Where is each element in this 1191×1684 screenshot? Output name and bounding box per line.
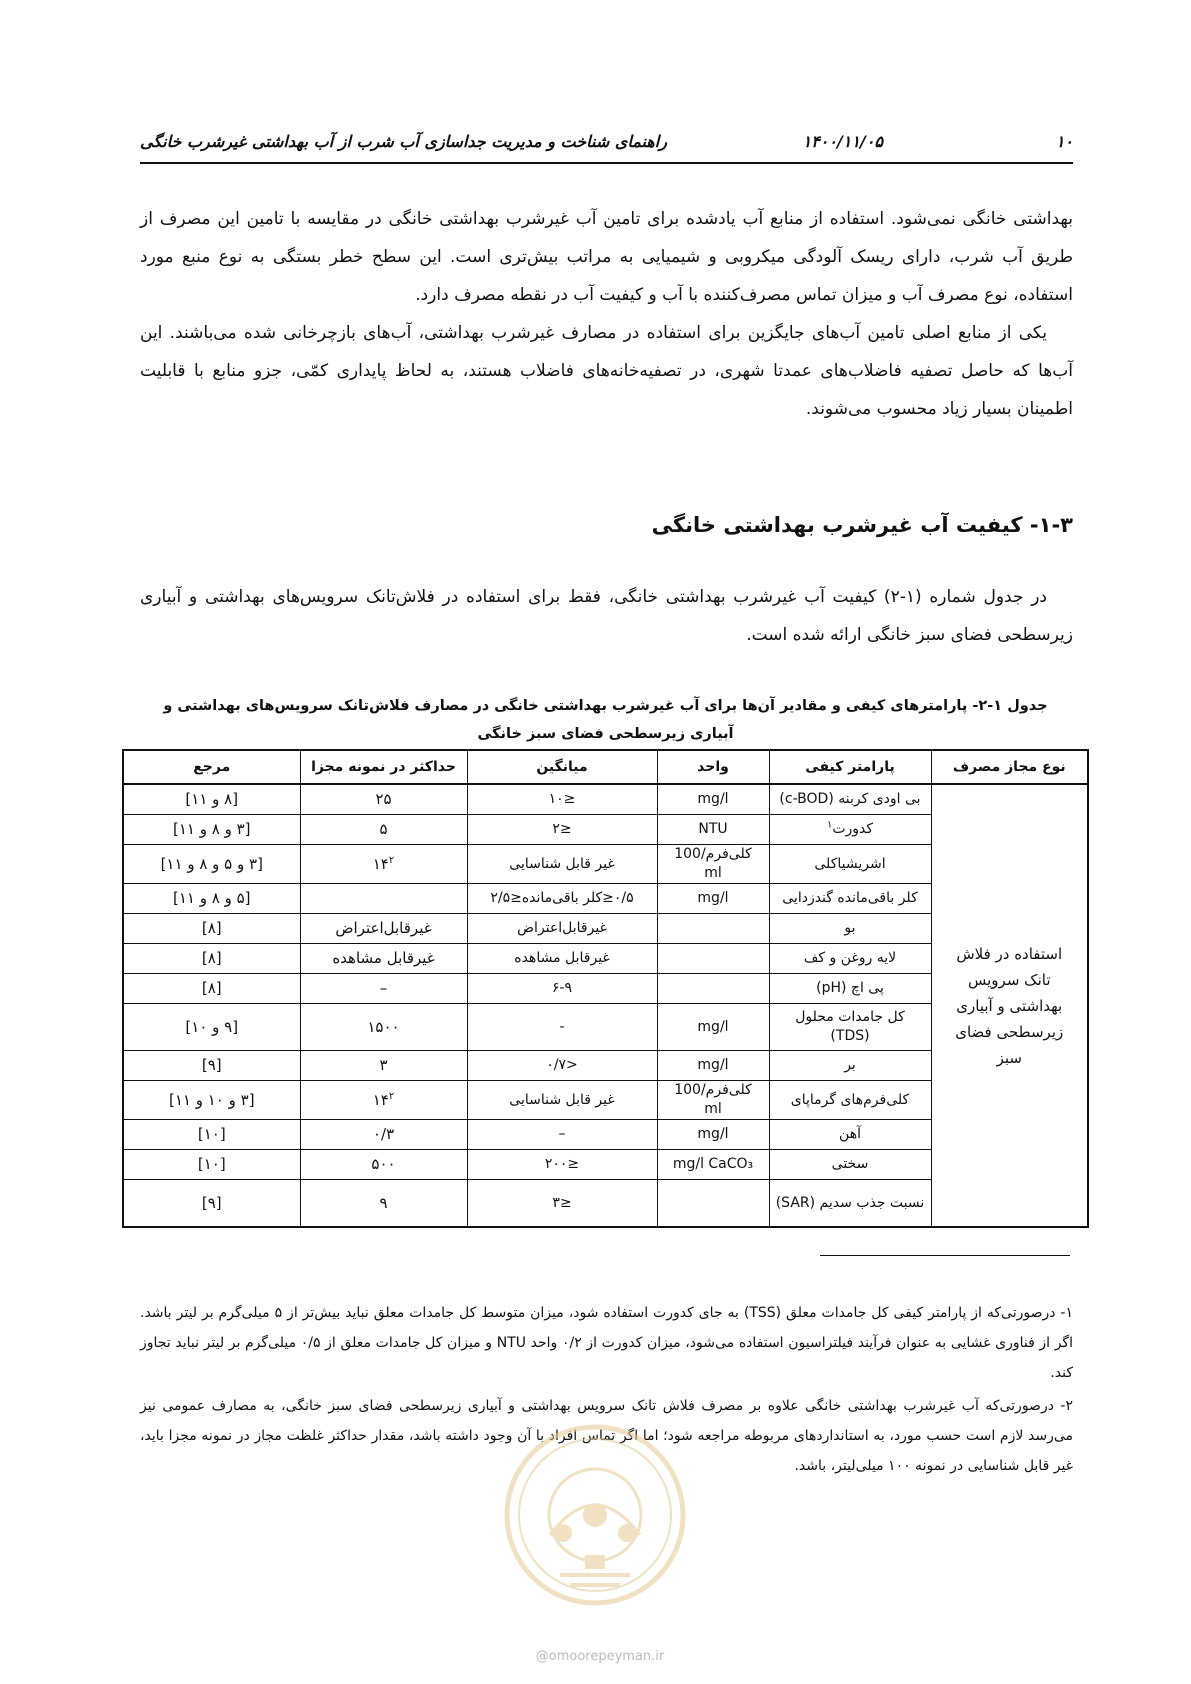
water-quality-table (122, 749, 1089, 1228)
unit-cell (657, 914, 769, 944)
max-cell: ۰/۳ (300, 1120, 467, 1150)
mean-cell: غیر قابل شناسایی (467, 1081, 657, 1120)
watermark-site: @omoorepeyman.ir (535, 1649, 665, 1664)
unit-cell: mg/l (657, 1004, 769, 1051)
ref-cell: [۳ و ۱۰ و ۱۱] (123, 1081, 300, 1120)
paragraph-1: بهداشتی خانگی نمی‌شود. استفاده از منابع آب یادشده برای تامین آب غیرشرب بهداشتی خانگی در مقایسه با تامین این مصرف از طریق آب شرب، دارای ریسک آلودگی میکروبی و شیمیایی به مراتب بیش‌تری است. این سطح خطر بستگی به نوع منبع مورد استفاده، نوع مصرف آب و میزان تماس مصرف‌کننده با آب و کیفیت آب در نقطه مصرف دارد. (140, 209, 1073, 305)
page-number: ۱۰ (1055, 132, 1073, 151)
ref-cell: [۱۰] (123, 1150, 300, 1180)
page-header (140, 128, 1073, 164)
mean-cell: <۰/۷ (467, 1051, 657, 1081)
footnote-marker: ۱ (826, 819, 833, 831)
footnote-rule (820, 1255, 1070, 1256)
header-ref: مرجع (123, 750, 300, 784)
max-cell: ۵۰۰ (300, 1150, 467, 1180)
header-title: راهنمای شناخت و مدیریت جداسازی آب شرب از آب بهداشتی غیرشرب خانگی (140, 132, 667, 151)
footnote-2: ۲- درصورتی‌که آب غیرشرب بهداشتی خانگی علاوه بر مصرف فلاش تانک سرویس بهداشتی و آبیاری زیرسطحی فضای سبز خانگی، به مصارف عمومی نیز می‌رسد لازم است حسب مورد، به استانداردهای مربوطه مراجعه شود؛ اما اگر تماس افراد با آن وجود داشته باشد، مقدار حداکثر غلظت مجاز در نمونه مجزا باید، غیر قابل شناسایی در نمونه ۱۰۰ میلی‌لیتر، باشد. (140, 1398, 1073, 1474)
table-row (123, 784, 1088, 815)
ref-cell: [۸] (123, 944, 300, 974)
ref-cell: [۸ و ۱۱] (123, 784, 300, 815)
max-cell: ۱۵۰۰ (300, 1004, 467, 1051)
parameter-cell: سختی (769, 1150, 931, 1180)
mean-cell: ≤۳ (467, 1180, 657, 1228)
parameter-cell: بر (769, 1051, 931, 1081)
ref-cell: [۹ و ۱۰] (123, 1004, 300, 1051)
paragraph-3: در جدول شماره (۱-۲) کیفیت آب غیرشرب بهداشتی خانگی، فقط برای استفاده در فلاش‌تانک سرویس‌های بهداشتی و آبیاری زیرسطحی فضای سبز خانگی ارائه شده است. (140, 587, 1073, 645)
header-unit: واحد (657, 750, 769, 784)
mean-cell: ۶-۹ (467, 974, 657, 1004)
mean-cell: ≤۲۰۰ (467, 1150, 657, 1180)
parameter-cell: کلی‌فرم‌های گرماپای (769, 1081, 931, 1120)
max-cell: غیرقابل مشاهده (300, 944, 467, 974)
mean-cell: ≤۲ (467, 815, 657, 845)
max-cell: $۱۴^۲$ (300, 845, 467, 884)
watermark-seal-icon (500, 1415, 690, 1655)
paragraph-2: یکی از منابع اصلی تامین آب‌های جایگزین برای استفاده در مصارف غیرشرب بهداشتی، آب‌های بازچرخانی شده می‌باشند. این آب‌ها که حاصل تصفیه فاضلاب‌های عمدتا شهری، در تصفیه‌خانه‌های فاضلاب هستند، به لحاظ پایداری کمّی، جزو منابع با قابلیت اطمینان بسیار زیاد محسوب می‌شوند. (140, 323, 1073, 419)
unit-cell: mg/l CaCO₃ (657, 1150, 769, 1180)
unit-cell: mg/l (657, 1120, 769, 1150)
ref-cell: [۹] (123, 1180, 300, 1228)
footnote-marker: ۲ (388, 854, 395, 866)
unit-cell: mg/l (657, 884, 769, 914)
max-cell: ۵ (300, 815, 467, 845)
max-cell: – (300, 974, 467, 1004)
table-caption: جدول ۱-۲- پارامترهای کیفی و مقادیر آن‌ها برای آب غیرشرب بهداشتی خانگی در مصارف فلاش‌تانک سرویس‌های بهداشتی و آبیاری زیرسطحی فضای سبز خانگی (163, 698, 1048, 742)
table-header-row (123, 750, 1088, 784)
footnote-1: ۱- درصورتی‌که از پارامتر کیفی کل جامدات معلق (TSS) به جای کدورت استفاده شود، میزان متوسط کل جامدات معلق نباید بیش‌تر از ۵ میلی‌گرم بر لیتر باشد. اگر از فناوری غشایی به عنوان فرآیند فیلتراسیون استفاده می‌شود، میزان کدورت از ۰/۲ واحد NTU و میزان کل جامدات معلق از ۰/۵ میلی‌گرم بر لیتر نباید تجاوز کند. (140, 1305, 1074, 1381)
max-cell: ۹ (300, 1180, 467, 1228)
ref-cell: [۵ و ۸ و ۱۱] (123, 884, 300, 914)
mean-cell: غیرقابل‌اعتراض (467, 914, 657, 944)
ref-cell: [۹] (123, 1051, 300, 1081)
parameter-cell: اشریشیاکلی (769, 845, 931, 884)
mean-cell: غیر قابل شناسایی (467, 845, 657, 884)
unit-cell: NTU (657, 815, 769, 845)
header-date: ۱۴۰۰/۱۱/۰۵ (802, 132, 883, 151)
parameter-cell: کلر باقی‌مانده گندزدایی (769, 884, 931, 914)
ref-cell: [۳ و ۸ و ۱۱] (123, 815, 300, 845)
mean-cell: - (467, 1004, 657, 1051)
mean-cell: ۰/۵≤کلر باقی‌مانده≤۲/۵ (467, 884, 657, 914)
parameter-cell: آهن (769, 1120, 931, 1150)
parameter-cell: بو (769, 914, 931, 944)
intro-paragraphs (140, 200, 1073, 428)
parameter-cell: پی اچ (pH) (769, 974, 931, 1004)
header-max: حداکثر در نمونه مجزا (300, 750, 467, 784)
unit-cell (657, 944, 769, 974)
ref-cell: [۱۰] (123, 1120, 300, 1150)
header-mean: میانگین (467, 750, 657, 784)
parameter-cell: نسبت جذب سدیم (SAR) (769, 1180, 931, 1228)
section-title: ۱-۳- کیفیت آب غیرشرب بهداشتی خانگی (651, 513, 1073, 537)
ref-cell: [۸] (123, 914, 300, 944)
max-cell: ۲۵ (300, 784, 467, 815)
parameter-cell: بی اودی کربنه (c-BOD) (769, 784, 931, 815)
section-paragraph (140, 578, 1073, 654)
mean-cell: غیرقابل مشاهده (467, 944, 657, 974)
parameter-cell: لایه روغن و کف (769, 944, 931, 974)
header-usage: نوع مجاز مصرف (931, 750, 1088, 784)
unit-cell (657, 1180, 769, 1228)
unit-cell: کلی‌فرم/100 ml (657, 1081, 769, 1120)
max-cell (300, 884, 467, 914)
ref-cell: [۳ و ۵ و ۸ و ۱۱] (123, 845, 300, 884)
max-cell: $۱۴^۲$ (300, 1081, 467, 1120)
parameter-cell: کدورت$^۱$ (769, 815, 931, 845)
mean-cell: – (467, 1120, 657, 1150)
header-parameter: پارامتر کیفی (769, 750, 931, 784)
unit-cell: کلی‌فرم/100 ml (657, 845, 769, 884)
unit-cell: mg/l (657, 784, 769, 815)
mean-cell: ≤۱۰ (467, 784, 657, 815)
unit-cell (657, 974, 769, 1004)
footnote-marker: ۲ (388, 1090, 395, 1102)
max-cell: ۳ (300, 1051, 467, 1081)
max-cell: غیرقابل‌اعتراض (300, 914, 467, 944)
unit-cell: mg/l (657, 1051, 769, 1081)
usage-group-cell: استفاده در فلاش تانک سرویس بهداشتی و آبیاری زیرسطحی فضای سبز (931, 784, 1088, 1227)
parameter-cell: کل جامدات محلول (TDS) (769, 1004, 931, 1051)
ref-cell: [۸] (123, 974, 300, 1004)
